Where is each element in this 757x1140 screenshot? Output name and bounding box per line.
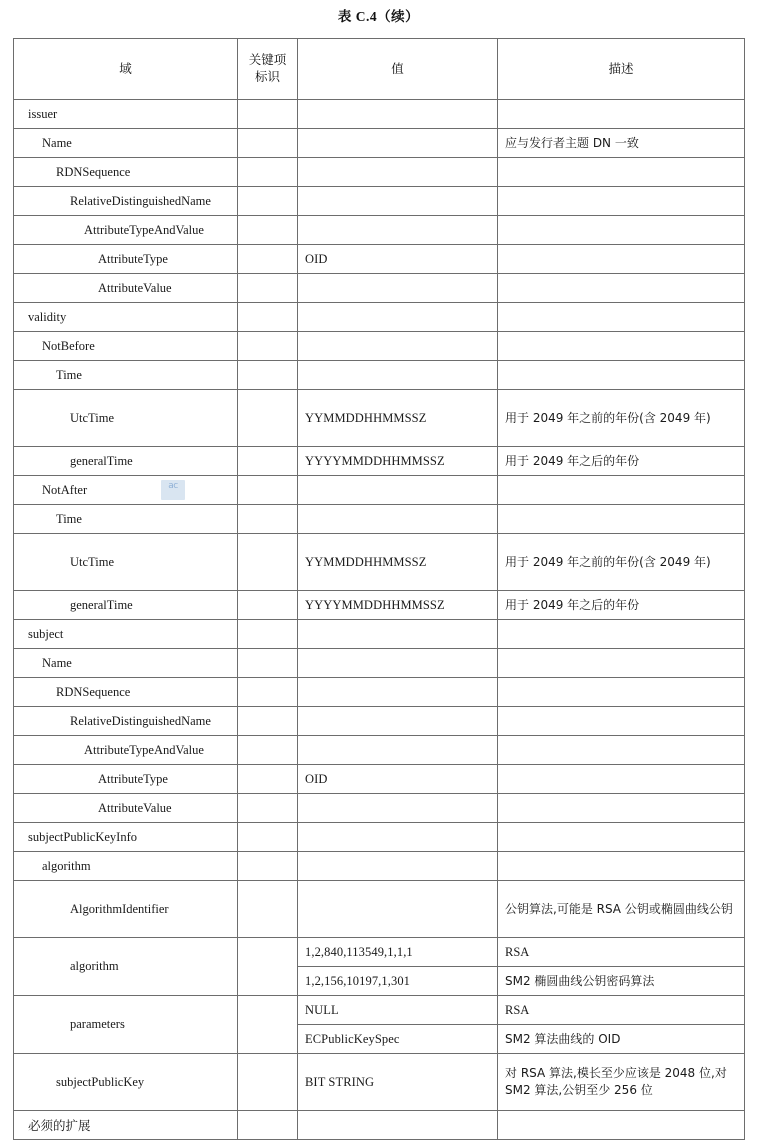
table-row	[14, 332, 745, 361]
cell-field	[14, 678, 238, 707]
cell-value	[298, 505, 498, 534]
column-header-key-flag-line1: 关键项	[248, 53, 287, 67]
cell-value	[298, 100, 498, 129]
table-row	[14, 881, 745, 938]
cell-description	[498, 361, 745, 390]
cell-field	[14, 129, 238, 158]
table-row	[14, 187, 745, 216]
cell-description	[498, 447, 745, 476]
table-row	[14, 534, 745, 591]
cell-description	[498, 534, 745, 591]
cell-field	[14, 332, 238, 361]
table-row	[14, 216, 745, 245]
watermark-text: ac	[168, 481, 178, 491]
column-header-field: 域	[14, 39, 238, 100]
cell-field	[14, 649, 238, 678]
cell-key-flag	[238, 765, 298, 794]
description-text: 公钥算法,可能是 RSA 公钥或椭圆曲线公钥	[505, 901, 733, 916]
cell-description	[498, 967, 745, 996]
field-label: Name	[42, 655, 72, 670]
value-text: NULL	[305, 1002, 339, 1017]
field-label: subject	[28, 626, 64, 641]
field-label: RelativeDistinguishedName	[70, 713, 211, 728]
cell-key-flag	[238, 996, 298, 1054]
cell-key-flag	[238, 129, 298, 158]
cell-key-flag	[238, 591, 298, 620]
cell-description	[498, 996, 745, 1025]
cell-description	[498, 736, 745, 765]
table-body	[14, 100, 745, 1140]
table-row	[14, 736, 745, 765]
cell-field	[14, 852, 238, 881]
table-row	[14, 100, 745, 129]
field-label: algorithm	[42, 858, 91, 873]
cell-value	[298, 707, 498, 736]
cell-description	[498, 794, 745, 823]
cell-field	[14, 476, 238, 505]
field-label: subjectPublicKey	[56, 1074, 145, 1089]
cell-field	[14, 736, 238, 765]
field-label: AttributeValue	[98, 280, 172, 295]
table-row	[14, 158, 745, 187]
cell-key-flag	[238, 274, 298, 303]
cell-description	[498, 100, 745, 129]
cell-description	[498, 216, 745, 245]
certificate-field-table	[13, 38, 745, 1140]
field-label: parameters	[70, 1017, 125, 1031]
description-text: 用于 2049 年之前的年份(含 2049 年)	[505, 554, 711, 569]
table-row	[14, 274, 745, 303]
cell-description	[498, 332, 745, 361]
cell-description	[498, 390, 745, 447]
cell-field	[14, 187, 238, 216]
cell-description	[498, 678, 745, 707]
field-label: Time	[56, 511, 82, 526]
cell-value	[298, 129, 498, 158]
cell-key-flag	[238, 216, 298, 245]
cell-value	[298, 938, 498, 967]
cell-field	[14, 1111, 238, 1140]
cell-description	[498, 1111, 745, 1140]
cell-description	[498, 649, 745, 678]
cell-value	[298, 1054, 498, 1111]
value-text: YYYYMMDDHHMMSSZ	[305, 453, 445, 468]
cell-key-flag	[238, 303, 298, 332]
table-row	[14, 505, 745, 534]
cell-value	[298, 881, 498, 938]
value-text: 1,2,156,10197,1,301	[305, 973, 411, 988]
cell-value	[298, 967, 498, 996]
cell-value	[298, 187, 498, 216]
cell-key-flag	[238, 476, 298, 505]
cell-description	[498, 852, 745, 881]
description-text: 用于 2049 年之后的年份	[505, 597, 640, 612]
table-row	[14, 794, 745, 823]
description-text: SM2 算法曲线的 OID	[505, 1031, 621, 1046]
cell-key-flag	[238, 938, 298, 996]
cell-description	[498, 707, 745, 736]
cell-description	[498, 620, 745, 649]
table-row	[14, 1111, 745, 1140]
value-text: ECPublicKeySpec	[305, 1031, 400, 1046]
field-label: validity	[28, 309, 67, 324]
cell-value	[298, 1025, 498, 1054]
cell-key-flag	[238, 736, 298, 765]
cell-description	[498, 765, 745, 794]
cell-field	[14, 591, 238, 620]
column-header-value: 值	[298, 39, 498, 100]
cell-key-flag	[238, 620, 298, 649]
cell-field	[14, 823, 238, 852]
cell-field	[14, 620, 238, 649]
cell-key-flag	[238, 505, 298, 534]
cell-field	[14, 794, 238, 823]
cell-value	[298, 332, 498, 361]
field-label: UtcTime	[70, 410, 114, 425]
cell-key-flag	[238, 447, 298, 476]
cell-key-flag	[238, 1111, 298, 1140]
cell-field	[14, 216, 238, 245]
cell-value	[298, 274, 498, 303]
cell-field	[14, 245, 238, 274]
column-header-key-flag-line2: 标识	[254, 70, 280, 84]
field-label: RelativeDistinguishedName	[70, 193, 211, 208]
cell-value	[298, 390, 498, 447]
cell-field	[14, 303, 238, 332]
cell-value	[298, 245, 498, 274]
field-label: NotAfter	[42, 482, 88, 497]
description-text: 用于 2049 年之前的年份(含 2049 年)	[505, 410, 711, 425]
table-row	[14, 996, 745, 1025]
description-text: 应与发行者主题 DN 一致	[505, 135, 639, 150]
cell-description	[498, 274, 745, 303]
cell-value	[298, 216, 498, 245]
cell-description	[498, 505, 745, 534]
cell-value	[298, 447, 498, 476]
description-text: 用于 2049 年之后的年份	[505, 453, 640, 468]
cell-value	[298, 303, 498, 332]
cell-description	[498, 591, 745, 620]
table-row	[14, 649, 745, 678]
cell-description	[498, 881, 745, 938]
cell-key-flag	[238, 158, 298, 187]
field-label: Name	[42, 135, 72, 150]
field-label: AttributeTypeAndValue	[84, 742, 204, 757]
cell-value	[298, 852, 498, 881]
cell-key-flag	[238, 678, 298, 707]
field-label: Time	[56, 367, 82, 382]
description-text: RSA	[505, 1002, 530, 1017]
cell-value	[298, 534, 498, 591]
cell-field	[14, 158, 238, 187]
cell-key-flag	[238, 245, 298, 274]
cell-value	[298, 158, 498, 187]
column-header-description: 描述	[498, 39, 745, 100]
table-row	[14, 620, 745, 649]
table-row	[14, 447, 745, 476]
cell-value	[298, 649, 498, 678]
cell-value	[298, 361, 498, 390]
cell-description	[498, 938, 745, 967]
field-label: AttributeValue	[98, 800, 172, 815]
field-label: subjectPublicKeyInfo	[28, 829, 138, 844]
cell-key-flag	[238, 1054, 298, 1111]
cell-field	[14, 274, 238, 303]
cell-field	[14, 938, 238, 996]
value-text: YYMMDDHHMMSSZ	[305, 410, 427, 425]
field-label: algorithm	[70, 959, 119, 973]
table-row	[14, 678, 745, 707]
cell-description	[498, 129, 745, 158]
table-row	[14, 129, 745, 158]
table-row	[14, 361, 745, 390]
cell-value	[298, 736, 498, 765]
table-row	[14, 591, 745, 620]
cell-field	[14, 100, 238, 129]
cell-key-flag	[238, 852, 298, 881]
cell-key-flag	[238, 794, 298, 823]
field-label: AttributeTypeAndValue	[84, 222, 204, 237]
cell-description	[498, 245, 745, 274]
table-row	[14, 1054, 745, 1111]
table-row	[14, 476, 745, 505]
cell-field	[14, 1054, 238, 1111]
cell-field	[14, 505, 238, 534]
cell-key-flag	[238, 361, 298, 390]
cell-value	[298, 1111, 498, 1140]
table-header	[14, 39, 745, 100]
table-row	[14, 245, 745, 274]
value-text: 1,2,840,113549,1,1,1	[305, 944, 413, 959]
table-row	[14, 765, 745, 794]
cell-value	[298, 591, 498, 620]
cell-description	[498, 823, 745, 852]
cell-description	[498, 1025, 745, 1054]
cell-value	[298, 765, 498, 794]
cell-field	[14, 707, 238, 736]
cell-value	[298, 794, 498, 823]
cell-description	[498, 303, 745, 332]
field-label: AlgorithmIdentifier	[70, 901, 169, 916]
value-text: YYMMDDHHMMSSZ	[305, 554, 427, 569]
cell-field	[14, 996, 238, 1054]
cell-key-flag	[238, 881, 298, 938]
field-label: AttributeType	[98, 251, 168, 266]
cell-value	[298, 823, 498, 852]
cell-description	[498, 1054, 745, 1111]
cell-value	[298, 620, 498, 649]
cell-value	[298, 476, 498, 505]
cell-description	[498, 187, 745, 216]
cell-key-flag	[238, 390, 298, 447]
cell-key-flag	[238, 332, 298, 361]
table-row	[14, 852, 745, 881]
field-label: generalTime	[70, 597, 133, 612]
field-label: RDNSequence	[56, 684, 131, 699]
cell-key-flag	[238, 534, 298, 591]
cell-value	[298, 996, 498, 1025]
cell-field	[14, 361, 238, 390]
cell-field	[14, 447, 238, 476]
cell-key-flag	[238, 823, 298, 852]
table-title: 表 C.4（续）	[337, 9, 420, 24]
table-row	[14, 938, 745, 967]
field-label: UtcTime	[70, 554, 114, 569]
value-text: BIT STRING	[305, 1074, 375, 1089]
description-text: 对 RSA 算法,模长至少应该是 2048 位,对 SM2 算法,公钥至少 256 位	[505, 1066, 727, 1097]
cell-field	[14, 765, 238, 794]
value-text: OID	[305, 771, 328, 786]
description-text: RSA	[505, 944, 530, 959]
cell-key-flag	[238, 100, 298, 129]
table-container	[13, 38, 744, 1140]
table-row	[14, 823, 745, 852]
cell-key-flag	[238, 649, 298, 678]
field-label: RDNSequence	[56, 164, 131, 179]
cell-field	[14, 390, 238, 447]
description-text: SM2 椭圆曲线公钥密码算法	[505, 973, 655, 988]
cell-key-flag	[238, 707, 298, 736]
field-label: 必须的扩展	[28, 1117, 91, 1133]
cell-description	[498, 158, 745, 187]
cell-field	[14, 534, 238, 591]
cell-value	[298, 678, 498, 707]
cell-key-flag	[238, 187, 298, 216]
table-row	[14, 390, 745, 447]
table-row	[14, 707, 745, 736]
value-text: YYYYMMDDHHMMSSZ	[305, 597, 445, 612]
field-label: issuer	[28, 106, 58, 121]
field-label: NotBefore	[42, 338, 95, 353]
field-label: AttributeType	[98, 771, 168, 786]
table-row	[14, 303, 745, 332]
header-row	[14, 39, 745, 100]
cell-description	[498, 476, 745, 505]
column-header-key-flag	[238, 39, 298, 100]
cell-field	[14, 881, 238, 938]
field-label: generalTime	[70, 453, 133, 468]
value-text: OID	[305, 251, 328, 266]
